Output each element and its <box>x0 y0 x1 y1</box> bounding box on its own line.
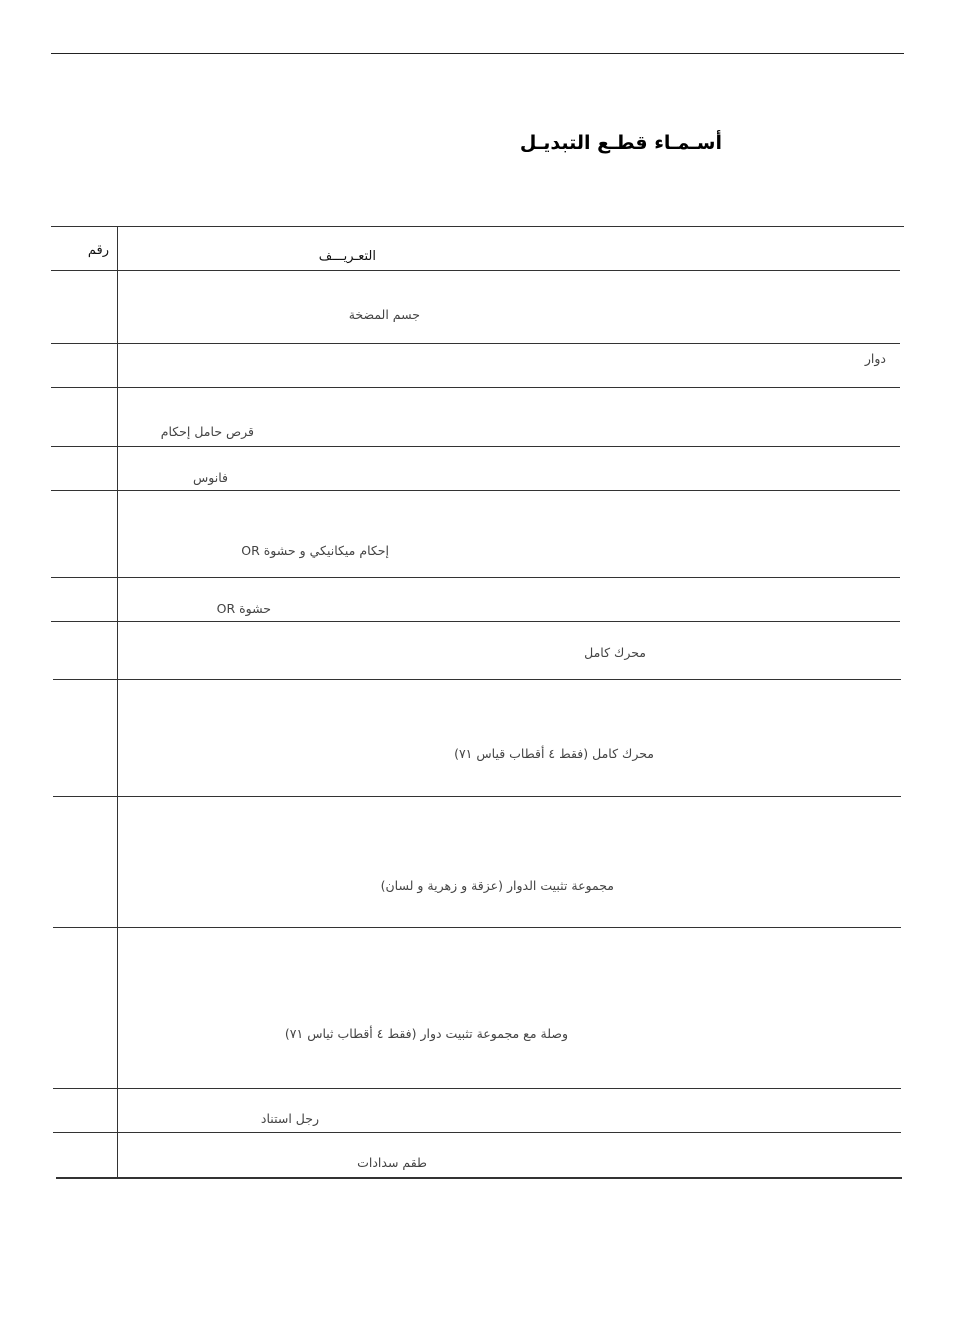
column-separator <box>117 226 118 1178</box>
row-divider <box>51 387 900 388</box>
page-title: أسـمـاء قطـع التبديـل <box>519 132 722 154</box>
row-definition-7: محرك كامل <box>584 645 646 660</box>
row-definition-5: إحكام ميكانيكي و حشوة OR <box>241 543 389 558</box>
row-definition-9: مجموعة تثبيت الدوار (عزقة و زهرية و لسان) <box>380 878 614 893</box>
table-bottom-border <box>56 1177 902 1179</box>
header-number: رقم <box>87 243 109 258</box>
row-divider <box>51 490 900 491</box>
row-definition-10: وصلة مع مجموعة تثبيت دوار (فقط ٤ أقطاب ثياس ٧١) <box>284 1026 568 1041</box>
row-divider <box>53 796 901 797</box>
row-definition-3: قرص حامل إحكام <box>160 424 254 439</box>
row-divider <box>51 446 900 447</box>
row-definition-12: طقم سدادات <box>357 1155 427 1170</box>
row-divider <box>51 577 900 578</box>
row-definition-1: جسم المضخة <box>348 307 420 322</box>
table-top-border <box>51 226 904 227</box>
row-divider <box>53 679 901 680</box>
header-definition: التعـريـــف <box>318 249 376 264</box>
row-divider <box>53 1132 901 1133</box>
row-divider <box>53 927 901 928</box>
row-divider <box>51 621 900 622</box>
header-bottom-border <box>51 270 900 271</box>
row-definition-6: حشوة OR <box>216 601 271 616</box>
row-divider <box>51 343 900 344</box>
row-definition-2: دوار <box>864 351 886 366</box>
row-definition-11: رجل استناد <box>260 1111 319 1126</box>
row-definition-8: محرك كامل (فقط ٤ أقطاب قياس ٧١) <box>454 746 654 761</box>
page-top-rule <box>51 53 904 54</box>
row-divider <box>53 1088 901 1089</box>
row-definition-4: فانوس <box>193 470 228 485</box>
